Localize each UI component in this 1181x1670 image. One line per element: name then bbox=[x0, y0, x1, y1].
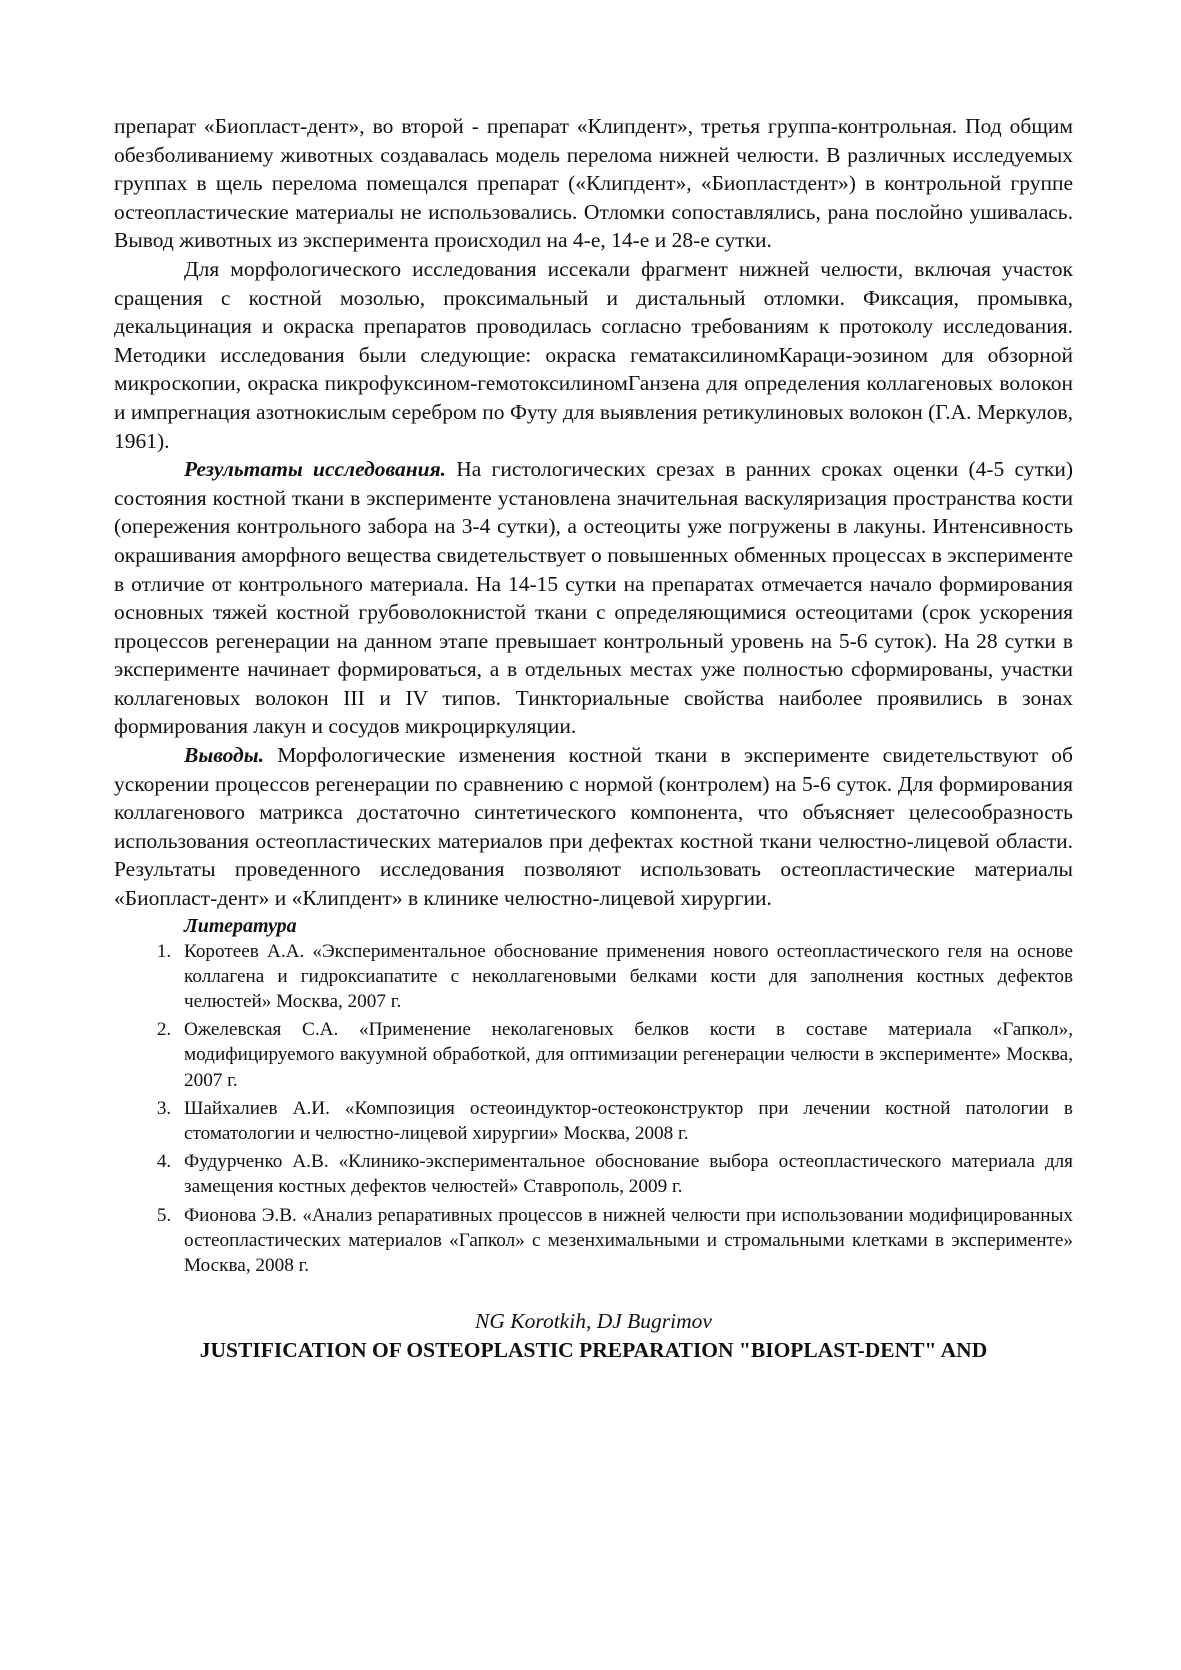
conclusions-heading: Выводы. bbox=[184, 743, 265, 768]
reference-item: 5. Фионова Э.В. «Анализ репаративных процессов в нижней челюсти при использовании модифицированных остеопластических материалов «Гапкол» с мезенхимальными и стромальными клетками в эксперименте» Москва, 2008 г. bbox=[176, 1203, 1073, 1279]
english-authors: NG Korotkih, DJ Bugrimov bbox=[475, 1309, 712, 1334]
reference-item: 1. Коротеев А.А. «Экспериментальное обоснование применения нового остеопластического геля на основе коллагена и гидроксиапатите с неколлагеновыми белками кости для заполнения костных дефектов челюстей» Москва, 2007 г. bbox=[176, 939, 1073, 1015]
paragraph-morphology-method: Для морфологического исследования иссекали фрагмент нижней челюсти, включая участок сращения с костной мозолью, проксимальный и дистальный отломки. Фиксация, промывка, декальцинация и окраска препаратов проводилась согласно требованиям к протоколу исследования. Методики исследования были следующие: окраска гематаксилиномКараци-эозином для обзорной микроскопии, окраска пикрофуксином-гемотоксилиномГанзена для определения коллагеновых волокон и импрегнация азотнокислым серебром по Футу для выявления ретикулиновых волокон (Г.А. Меркулов, 1961). bbox=[114, 256, 1073, 453]
paragraph-groups-method: препарат «Биопласт-дент», во второй - препарат «Клипдент», третья группа-контрольная. Под общим обезболиваниему животных создавалась модель перелома нижней челюсти. В различных исследуемых группах в щель перелома помещался препарат («Клипдент», «Биопластдент») в контрольной группе остеопластические материалы не использовались. Отломки сопоставлялись, рана послойно ушивалась. Вывод животных из эксперимента происходил на 4-е, 14-е и 28-е сутки. bbox=[114, 114, 1073, 253]
references-heading: Литература bbox=[184, 914, 297, 937]
english-title: JUSTIFICATION OF OSTEOPLASTIC PREPARATION "BIOPLAST-DENT" AND bbox=[199, 1338, 988, 1363]
references-list bbox=[114, 939, 1073, 1279]
reference-item: 2. Ожелевская С.А. «Применение неколагеновых белков кости в составе материала «Гапкол», модифицируемого вакуумной обработкой, для оптимизации регенерации челюсти в эксперименте» Москва, 2007 г. bbox=[176, 1017, 1073, 1093]
results-text: На гистологических срезах в ранних сроках оценки (4-5 сутки) состояния костной ткани в эксперименте установлена значительная васкуляризация пространства кости (опережения контрольного забора на 3-4 сутки), а остеоциты уже погружены в лакуны. Интенсивность окрашивания аморфного вещества свидетельствует о повышенных обменных процессах в эксперименте в отличие от контрольного материала. На 14-15 сутки на препаратах отмечается начало формирования основных тяжей костной грубоволокнистой ткани с определяющимися остеоцитами (срок ускорения процессов регенерации на данном этапе превышает контрольный уровень на 5-6 суток). На 28 сутки в эксперименте начинает формироваться, а в отдельных местах уже полностью сформированы, участки коллагеновых волокон III и IV типов. Тинкториальные свойства наиболее проявились в зонах формирования лакун и сосудов микроциркуляции. bbox=[114, 457, 1073, 739]
paragraph-conclusions bbox=[114, 741, 1073, 913]
conclusions-text: Морфологические изменения костной ткани в эксперименте свидетельствуют об ускорении процессов регенерации по сравнению с нормой (контролем) на 5-6 суток. Для формирования коллагенового матрикса достаточно синтетического компонента, что объясняет целесообразность использования остеопластических материалов при дефектах костной ткани челюстно-лицевой области. Результаты проведенного исследования позволяют использовать остеопластические материалы «Биопласт-дент» и «Клипдент» в клинике челюстно-лицевой хирургии. bbox=[114, 743, 1073, 911]
reference-item: 4. Фудурченко А.В. «Клинико-экспериментальное обоснование выбора остеопластического материала для замещения костных дефектов челюстей» Ставрополь, 2009 г. bbox=[176, 1149, 1073, 1199]
results-heading: Результаты исследования. bbox=[184, 457, 447, 482]
paragraph-results bbox=[114, 455, 1073, 741]
reference-item: 3. Шайхалиев А.И. «Композиция остеоиндуктор-остеоконструктор при лечении костной патологии в стоматологии и челюстно-лицевой хирургии» Москва, 2008 г. bbox=[176, 1096, 1073, 1146]
